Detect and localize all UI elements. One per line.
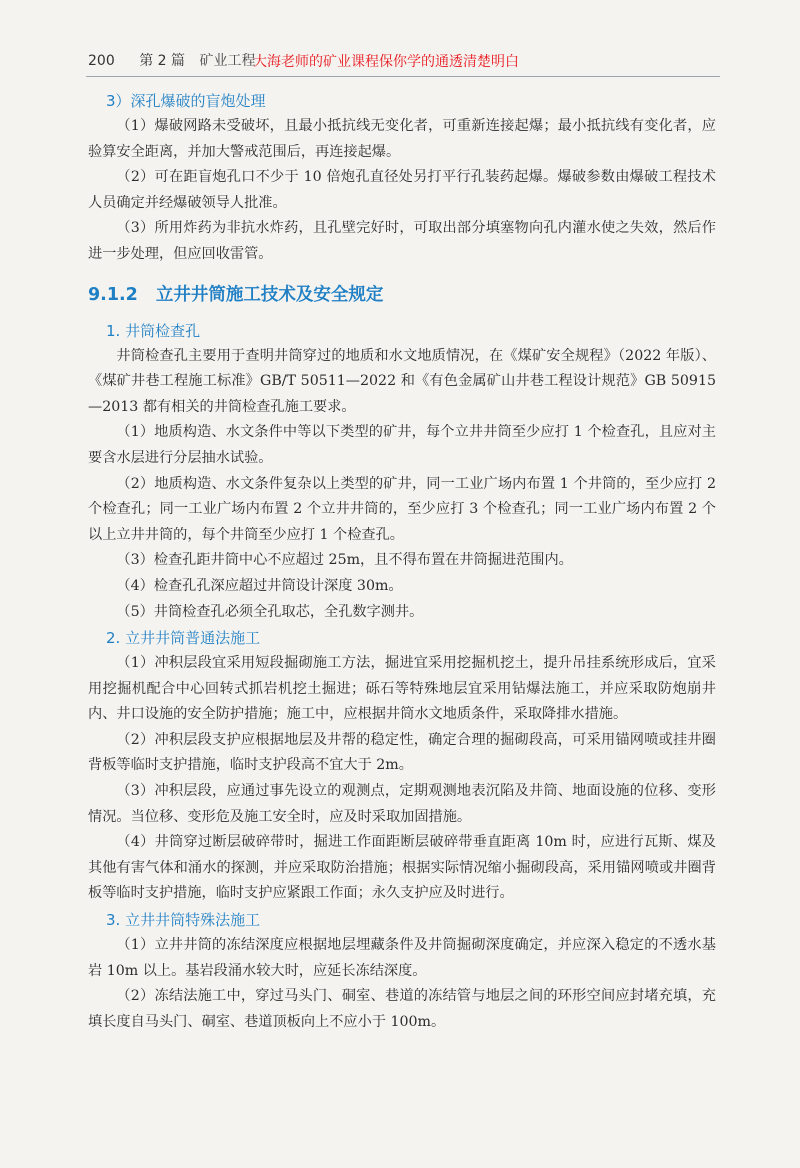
paragraph: （3）所用炸药为非抗水炸药，且孔壁完好时，可取出部分填塞物向孔内灌水使之失效，然后作进一步处理，但应回收雷管。 — [88, 220, 716, 262]
paragraph: （5）井筒检查孔必须全孔取芯，全孔数字测井。 — [116, 603, 424, 620]
subheading: 3. 立井井筒特殊法施工 — [106, 911, 261, 930]
paragraph: （1）冲积层段宜采用短段掘砌施工方法，掘进宜采用挖掘机挖土，提升吊挂系统形成后，宜采用挖掘机配合中心回转式抓岩机挖土掘进；砾石等特殊地层宜采用钻爆法施工，并应采取防炮崩井内、井口设施的安全防护措施；施工中，应根据井筒水文地质条件，采取降排水措施。 — [88, 655, 716, 723]
paragraph: （1）地质构造、水文条件中等以下类型的矿井，每个立井井筒至少应打 1 个检查孔，且应对主要含水层进行分层抽水试验。 — [88, 424, 716, 466]
paragraph: （1）立井井筒的冻结深度应根据地层埋藏条件及井筒掘砌深度确定，并应深入稳定的不透水基岩 10m 以上。基岩段涌水较大时，应延长冻结深度。 — [88, 937, 716, 979]
paragraph: （4）井筒穿过断层破碎带时，掘进工作面距断层破碎带垂直距离 10m 时，应进行瓦斯、煤及其他有害气体和涌水的探测，并应采取防治措施；根据实际情况缩小掘砌段高，采用锚网喷或井圈背板等临时支护措施，临时支护应紧跟工作面；永久支护应及时进行。 — [88, 834, 716, 902]
paragraph: （2）可在距盲炮孔口不少于 10 倍炮孔直径处另打平行孔装药起爆。爆破参数由爆破工程技术人员确定并经爆破领导人批准。 — [88, 169, 716, 211]
header-divider — [86, 76, 720, 77]
paragraph: （1）爆破网路未受破坏，且最小抵抗线无变化者，可重新连接起爆；最小抵抗线有变化者，应验算安全距离，并加大警戒范围后，再连接起爆。 — [88, 118, 716, 160]
page-number: 200 — [88, 53, 115, 69]
subheading: 1. 井筒检查孔 — [106, 321, 201, 340]
paragraph: （2）地质构造、水文条件复杂以上类型的矿井，同一工业广场内布置 1 个井筒的，至少应打 2 个检查孔；同一工业广场内布置 2 个立井井筒的，至少应打 3 个检查孔；同一工业广场内布置 2 个以上立井井筒的，每个井筒至少应打 1 个检查孔。 — [88, 475, 716, 543]
section-heading — [88, 282, 716, 308]
watermark-text: 大海老师的矿业课程保你学的通透清楚明白 — [253, 54, 519, 70]
subheading: 2. 立井井筒普通法施工 — [106, 629, 261, 648]
chapter-title: 矿业工程 — [199, 53, 256, 69]
section-number: 9.1.2 — [88, 284, 138, 305]
section-title: 立井井筒施工技术及安全规定 — [155, 284, 384, 305]
paragraph: 井筒检查孔主要用于查明井筒穿过的地质和水文地质情况，在《煤矿安全规程》（2022 年版）、《煤矿井巷工程施工标准》GB/T 50511—2022 和《有色金属矿山井巷工程设计规范》GB 50915—2013 都有相关的井筒检查孔施工要求。 — [88, 347, 716, 415]
body-content — [88, 88, 716, 1035]
paragraph: （3）冲积层段，应通过事先设立的观测点，定期观测地表沉陷及井筒、地面设施的位移、变形情况。当位移、变形危及施工安全时，应及时采取加固措施。 — [88, 783, 716, 825]
part-label: 第 2 篇 — [139, 53, 185, 69]
paragraph: （3）检查孔距井筒中心不应超过 25m，且不得布置在井筒掘进范围内。 — [116, 552, 573, 569]
paragraph: （2）冲积层段支护应根据地层及井帮的稳定性，确定合理的掘砌段高，可采用锚网喷或挂井圈背板等临时支护措施，临时支护段高不宜大于 2m。 — [88, 731, 716, 774]
paragraph: （4）检查孔孔深应超过井筒设计深度 30m。 — [116, 577, 403, 594]
paragraph: （2）冻结法施工中，穿过马头门、硐室、巷道的冻结管与地层之间的环形空间应封堵充填，充填长度自马头门、硐室、巷道顶板向上不应小于 100m。 — [88, 988, 716, 1030]
subheading: 3）深孔爆破的盲炮处理 — [106, 92, 266, 110]
